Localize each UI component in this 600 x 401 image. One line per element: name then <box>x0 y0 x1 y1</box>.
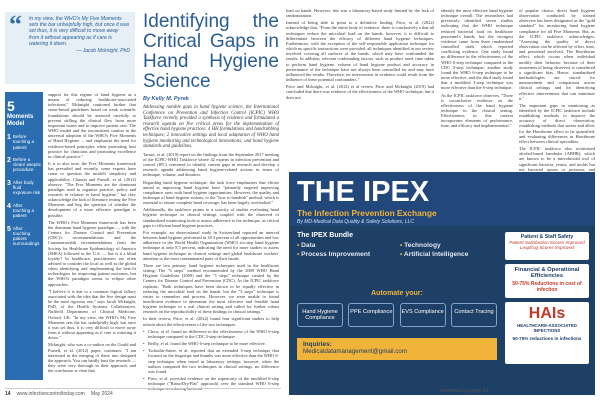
pull-quote <box>5 12 135 84</box>
article-byline: By Kelly M. Pyrek <box>143 96 189 102</box>
panel-subtext: 50-75% reductions in infections <box>512 336 582 341</box>
moments-title: Moments Model <box>7 114 34 127</box>
moment-label: Before touching a patient <box>12 134 35 150</box>
moment-item <box>7 134 41 150</box>
body-paragraph: It is to also note, the Five Moments framework has prevailed and recently, some experts have come to question the model's simplicity and applicability. Chassin and Pursell, et al. (2012) observe, "The Five Moments are the dominant paradigm used to organize practice, policy and research in relation to hand hygiene," but they acknowledge the lack of literature testing the Five Moments and beg the question of whether the development of a more effective paradigm is possible. <box>48 161 136 218</box>
ad-panel-hais <box>505 302 589 364</box>
moments-number: 5 <box>7 98 15 114</box>
moment-label: After touching patient surroundings <box>12 225 40 247</box>
inquiries-label: Inquiries: <box>303 341 332 348</box>
panel-big-text: HAIs <box>528 305 566 322</box>
quote-mark-icon: “ <box>9 10 22 39</box>
moment-item <box>7 157 41 173</box>
body-paragraph: For example, an observational study in Switzerland reported an interval between hand hygiene performed in 39.3 percent of all opportunities and low adherence to the World Health Organization (WHO) six-step hand hygiene technique at only 8.5 percent, indicating the need for more studies to assess hand hygiene technique in clinical settings and global healthcare workers' attention to the most contaminated parts of their hands. <box>143 229 279 261</box>
panel-title: Patient & Staff Safety <box>520 234 574 240</box>
continued-note: continued on page 16 <box>440 388 489 394</box>
pull-quote-text: In my view, the WHO's My Five Moments sets the bar unhelpfully high, but once it was set thus, it is very difficult to move away from it without appearing as if care is watering it down. <box>29 16 130 47</box>
article-lead: Addressing notable gaps in hand hygiene science, the International Conference on Prevention and Infection Control (ICPIC) WHO Taskforce recently provided a synthesis of evidence and formulated a research agenda on five critical areas for the implementation of effective hand hygiene practices: 4 HH formulations and handrubbing techniques; 2 innovative settings and local adaptation of WHO hand hygiene monitoring and technological innovations; and hand hygiene standards and guidelines. <box>143 105 279 150</box>
body-paragraph: Additionally, the taskforce points to a scarcity of studies evaluating hand hygiene technique in clinical settings coupled with the observed of standardized monitoring tools to assess adherence to the technique, as critical gaps to efficient hand hygiene practices. <box>143 207 279 228</box>
bullet-item: • Reilly, et al. found the WHO 6-step technique to be more effective. <box>143 341 279 346</box>
footer-date: May 2024 <box>90 391 113 397</box>
body-paragraph: support for this regime of hand hygiene as a means of reducing healthcare-associated infections," Mcknight cautioned further that sense-based guidelines based on weak scientific foundations should be assessed carefully to prevent stifling the clinical flow from more important issues and to improve patient care. The WHO model and the inconsistent caution in the universal adoption of the WHO's Five Moments of Hand Hygiene ... and emphasize the need for evidence-based principles when promoting best practice for clinicians and promoting excellence in clinical practice." <box>48 92 136 159</box>
moment-number: 5 <box>7 225 11 233</box>
body-paragraph: identify the most effective hand hygiene technique overall. The researchers had previously identified seven studies indicating that the WHO technique reduced bacterial load on healthcare personnel's hands, but the strongest evidence came from three randomized controlled trials which reported conflicting evidence. One study found no difference in the effectiveness of the WHO 6-step technique compared to the CDC 3-step technique; another study found the WHO 6-step technique to be more effective, and the third study found that a modified 3-step technique was more effective than the 6-step technique. <box>441 8 513 91</box>
column-left <box>48 92 136 375</box>
page-number: 14 <box>5 391 11 397</box>
bundle-title: The IPEX Bundle <box>297 232 354 239</box>
moment-number: 3 <box>7 179 11 187</box>
automate-pill: Hand Hygiene Compliance <box>297 303 343 327</box>
body-paragraph: There are two primary hand hygiene techniques used in the healthcare setting: The "6 steps" method recommended by the 2009 WHO Hand Hygiene Guidelines (2009) and the "3 steps" technique created by the Centers for Disease Control and Prevention (CDC). As the ICPIC taskforce explains, "Both techniques have been shown to be equally effective in reducing the microbial load on the hands, but the "3 steps" technique is easier to remember and process. However, we were unable to found insufficient evidence to determine the most effective and feasible hand hygiene technique in a real clinical setting and called for further robust research on the reproducibility of these findings in clinical settings." <box>143 262 279 315</box>
automate-pill: PPE Compliance <box>348 303 394 327</box>
body-paragraph: load on hands. However, this was a laboratory-based study limited by the lack of randomization. <box>286 8 434 19</box>
inquiries-box[interactable] <box>297 338 497 360</box>
page-footer <box>5 388 281 397</box>
automate-options <box>297 303 497 327</box>
body-paragraph: The important gaps in monitoring as identified by the ICPIC taskforce include establishing methods to improve the accuracy of direct observation, establishing methods that assess and allow for the Hawthorne effect to be quantified, and evaluating differences in Hawthorne effect between clinical specialties. <box>519 102 595 144</box>
body-paragraph: The ICPIC taskforce also scrutinized alcohol-based handrubs (ABHR), which are known to be a microbicidal tool of significant bacteria, yeasts, and molds but not bacterial spores or protozoa, and <box>519 146 595 172</box>
footer-url[interactable]: www.infectioncontroltoday.com <box>16 391 85 397</box>
moment-item <box>7 203 41 219</box>
five-moments-sidebar <box>5 92 43 380</box>
moment-item <box>7 180 41 196</box>
panel-title: Financial & Operational Efficiencies <box>514 267 580 279</box>
moment-item <box>7 226 41 247</box>
body-paragraph: Price and Mcknight, et al. (2012) et al review Price and Mcknight (2019) had concluded that there was evidence of the effectiveness of the WHO technique, but it does not <box>286 84 434 100</box>
moment-number: 1 <box>7 134 11 141</box>
column-right <box>519 8 595 170</box>
ad-bundle <box>297 232 497 258</box>
panel-subtext: 50-75% Reductions in cost of infection <box>512 281 582 293</box>
bullet-item: • Tschudin-Sutter, et al. reported that an extended 3-step technique that focused on the fingertips and thumbs was more effective than the WHO 6-step technique when tested in laboratory settings; however, when the authors compared the two techniques in clinical settings, no difference was found. <box>143 348 279 374</box>
ipex-advertisement[interactable] <box>289 172 595 395</box>
ad-title: THE IPEX <box>297 176 430 208</box>
bullet-item: • Chow, et al. found no difference in the effectiveness of the WHO 6-step technique compared to the CDC 3-step technique. <box>143 329 279 339</box>
moment-label: Before a clean/ aseptic procedure <box>12 156 41 173</box>
automate-pill: Contact Tracing <box>451 303 497 327</box>
panel-title: HEALTHCARE-ASSOCIATED INFECTIONS <box>517 323 577 333</box>
body-paragraph: In their review, Price, et al. (2022) found four significant studies to help inform about the effectiveness of the two techniques: <box>143 316 279 327</box>
body-paragraph: Regarding hand hygiene technique, the task force emphasizes that efforts aimed at improving hand hygiene have "primarily targeted improving compliance rates with hand hygiene opportunities. However, the quality and technique of hand hygiene actions, or the "how to handrub" method, which is essential to ensure complete hand coverage, has been largely overlooked." <box>143 179 279 206</box>
bundle-item: • Process Improvement <box>297 251 394 258</box>
article-title: Identifying the Critical Gaps in Hand Hygiene Science <box>143 11 279 92</box>
body-paragraph: "I believe it is due to a common logical fallacy associated with the idea that the five design must be the most rigorous one," says Jacob Mcknight, PhD, of the Health Systems Collaborative, Nuffield Department of Clinical Medicine, Oxford, UK. "In my view, the WHO's My Five Moments sets the bar unhelpfully high, but once it was set thus, it is very difficult to move away from it without appearing as if care is watering it down." <box>48 288 136 341</box>
body-paragraph: Mcknight, who was a co-author on the Gould and Pursell, et al. (2012) paper, continues: "I am interested in the merging of these into designed the approach. You can hardly bust the research — they were very thorough in their approach, and the conclusion is clear that <box>48 342 136 374</box>
body-paragraph: The WHO's Five Moments framework has been the dominant hand hygiene paradigm — with the Centers for Disease Control and Prevention (CDC)'s recommendations and the Commonwealth recommendations from the Society for Healthcare Epidemiology of America (SHEA) followed in the U.S. — but is it a blind loyalty? In healthcare, practitioners are often advised to consider the local as well as the global when identifying and implementing the best-fit technologies for improving patient outcomes, but the WHO's paradigm seems to eclipse other approaches. <box>48 219 136 287</box>
moment-label: After touching a patient <box>12 202 35 219</box>
bullet-item: • Pires, et al. provided evidence on the superiority of the modified 6-step technique ("Rinse/Dry/Flat" approach) over the standard WHO 6-step technique in reducing bacterial <box>143 376 279 391</box>
ad-panel-financial <box>505 264 589 298</box>
inquiries-email[interactable]: Medicaldatamanagement@gmail.com <box>303 348 407 355</box>
automate-label: Automate your: <box>371 290 423 297</box>
ad-tagline: By MD-Medical Data Quality & Safety Solutions, LLC <box>297 219 414 225</box>
ad-subtitle: The Infection Prevention Exchange <box>297 208 437 218</box>
body-paragraph: Instead of being able to point to a definitive finding, Price, et al. (2022) acknowledge that, "From the entire body of evidence, there is conclusively a that all techniques reduce the microbial load on the hands; however, it is difficult to differentiate between the efficacy of different hand hygiene techniques. Furthermore, with the exception of the self-responsible application technique for which no specific instructions were provided, all techniques identified in our review involved covering all surfaces of the hands, which may have confounded the results. In addition, relevant confounding factors, such as product used, time taken to perform hand hygiene, volume of hand hygiene product and accuracy in performance of the technique have not always been controlled for and may have influenced the results. Therefore, no intervention in evidence could result from the influence of these potential confounders." <box>286 20 434 83</box>
bundle-item: • Technology <box>400 242 497 249</box>
ad-panel-safety <box>505 232 589 260</box>
bundle-item: • Artificial Intelligence <box>400 251 497 258</box>
moment-number: 4 <box>7 202 11 210</box>
ad-header <box>289 172 595 226</box>
column-middle <box>286 8 434 170</box>
automate-pill: EVS Compliance <box>400 303 446 327</box>
moment-number: 2 <box>7 156 11 164</box>
column-right-top <box>441 8 513 170</box>
body-paragraph: Tartari, et al. (2019) report on the findings from the September 2017 meeting of the ICPIC-WHO Taskforce where 42 experts in infection prevention and control (IPC) convened to identify current gaps in research and develop a research agenda addressing hand hygiene-related actions in terms of technique, volume, and duration. <box>143 151 279 178</box>
pull-quote-attribution: — Jacob Mcknight, PhD <box>76 48 130 55</box>
body-paragraph: of popular choice, direct hand hygiene observation conducted by trained observers has been designated as the "gold standard" for monitoring hand hygiene compliance for all Five Moments. But, as the ICPIC taskforce acknowledges, "Assessing the quality of direct observation can be affected by effort, time, and personnel involved. The Hawthorne effect, which occurs when individual modify their behavior because of their awareness of being observed, is considered a significant bias. Hence, standardized methodologies are crucial for measurement and comparison across clinical settings and for identifying effective interventions that can minimize it." <box>519 8 595 101</box>
bundle-item: • Data <box>297 242 394 249</box>
moment-label: After body fluid exposure risk <box>12 179 41 196</box>
column-article <box>143 12 279 393</box>
bundle-list <box>297 242 497 258</box>
body-paragraph: As the ICPIC taskforce observes, "There is inconclusive evidence on the effectiveness of the hand hygiene technique in the clinical setting. Effectiveness in this context incorporates elements of performance, time, and efficacy and implementation." <box>441 92 513 129</box>
panel-subtext: Patient Satisfaction Scores Improved Leapfrog Scores Improved <box>509 240 585 250</box>
